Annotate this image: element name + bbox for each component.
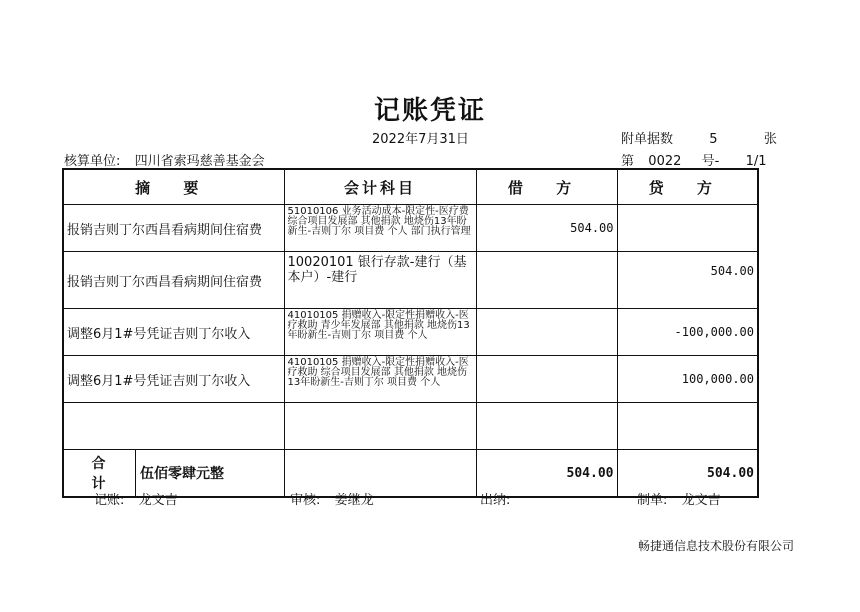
row-summary: 调整6月1#号凭证吉则丁尔收入 (63, 356, 284, 403)
row-summary: 报销吉则丁尔西昌看病期间住宿费 (63, 205, 284, 252)
row-debit (476, 309, 617, 356)
total-label: 合 计 (64, 450, 136, 496)
software-company: 畅捷通信息技术股份有限公司 (637, 539, 794, 553)
row-account (284, 403, 476, 450)
attachments-info (621, 128, 777, 147)
row-debit (476, 252, 617, 309)
table-header-row (63, 169, 758, 205)
row-credit (617, 403, 758, 450)
header-debit: 借 方 (476, 169, 617, 205)
total-in-words: 伍佰零肆元整 (140, 466, 224, 482)
voucher-number-prefix: 第 (621, 154, 635, 169)
voucher-number-suffix: 号- (701, 154, 720, 169)
header-summary: 摘 要 (63, 169, 284, 205)
row-debit (476, 403, 617, 450)
row-account: 10020101 银行存款-建行（基本户）-建行 (284, 252, 476, 309)
voucher-number (621, 150, 767, 169)
row-credit: 504.00 (617, 252, 758, 309)
preparer-label: 制单: (637, 493, 668, 508)
attachments-unit: 张 (763, 132, 777, 147)
voucher-page: 1/1 (745, 154, 767, 169)
voucher-number-value: 0022 (648, 154, 682, 169)
row-summary (63, 403, 284, 450)
row-debit: 504.00 (476, 205, 617, 252)
row-account: 41010105 捐赠收入-限定性捐赠收入-医疗救助 青少年发展部 其他捐款 地烧伤13年盼新生-吉则丁尔 项目费 个人 (284, 309, 476, 356)
header-account: 会计科目 (284, 169, 476, 205)
total-credit: 504.00 (617, 450, 758, 498)
row-credit: -100,000.00 (617, 309, 758, 356)
bookkeeper-name: 龙文吉 (138, 493, 178, 508)
row-account: 51010106 业务活动成本-限定性-医疗费 综合项目发展部 其他捐款 地烧伤13年盼新生-吉则丁尔 项目费 个人 部门执行管理 (284, 205, 476, 252)
reviewer-signature (290, 489, 374, 508)
header-credit: 贷 方 (617, 169, 758, 205)
bookkeeper-signature (94, 489, 178, 508)
row-summary: 调整6月1#号凭证吉则丁尔收入 (63, 309, 284, 356)
accounting-unit-label: 核算单位: (64, 154, 121, 169)
voucher-table (62, 168, 759, 498)
table-row (63, 356, 758, 403)
row-credit: 100,000.00 (617, 356, 758, 403)
row-debit (476, 356, 617, 403)
accounting-unit-name: 四川省索玛慈善基金会 (134, 154, 265, 169)
table-row (63, 205, 758, 252)
bookkeeper-label: 记账: (94, 493, 125, 508)
preparer-signature (637, 489, 721, 508)
attachments-count: 5 (709, 132, 718, 147)
accounting-unit (64, 150, 265, 169)
reviewer-name: 姜继龙 (334, 493, 374, 508)
table-row (63, 309, 758, 356)
row-account: 41010105 捐赠收入-限定性捐赠收入-医疗救助 综合项目发展部 其他捐款 地烧伤13年盼新生-吉则丁尔 项目费 个人 (284, 356, 476, 403)
voucher-date: 2022年7月31日 (372, 132, 469, 147)
cashier-signature (480, 489, 510, 508)
reviewer-label: 审核: (290, 493, 321, 508)
table-row (63, 252, 758, 309)
attachments-label: 附单据数 (621, 132, 674, 147)
row-summary: 报销吉则丁尔西昌看病期间住宿费 (63, 252, 284, 309)
table-row (63, 403, 758, 450)
cashier-label: 出纳: (480, 493, 511, 508)
row-credit (617, 205, 758, 252)
preparer-name: 龙文吉 (681, 493, 721, 508)
total-debit: 504.00 (476, 450, 617, 498)
voucher-title: 记账凭证 (373, 96, 486, 126)
